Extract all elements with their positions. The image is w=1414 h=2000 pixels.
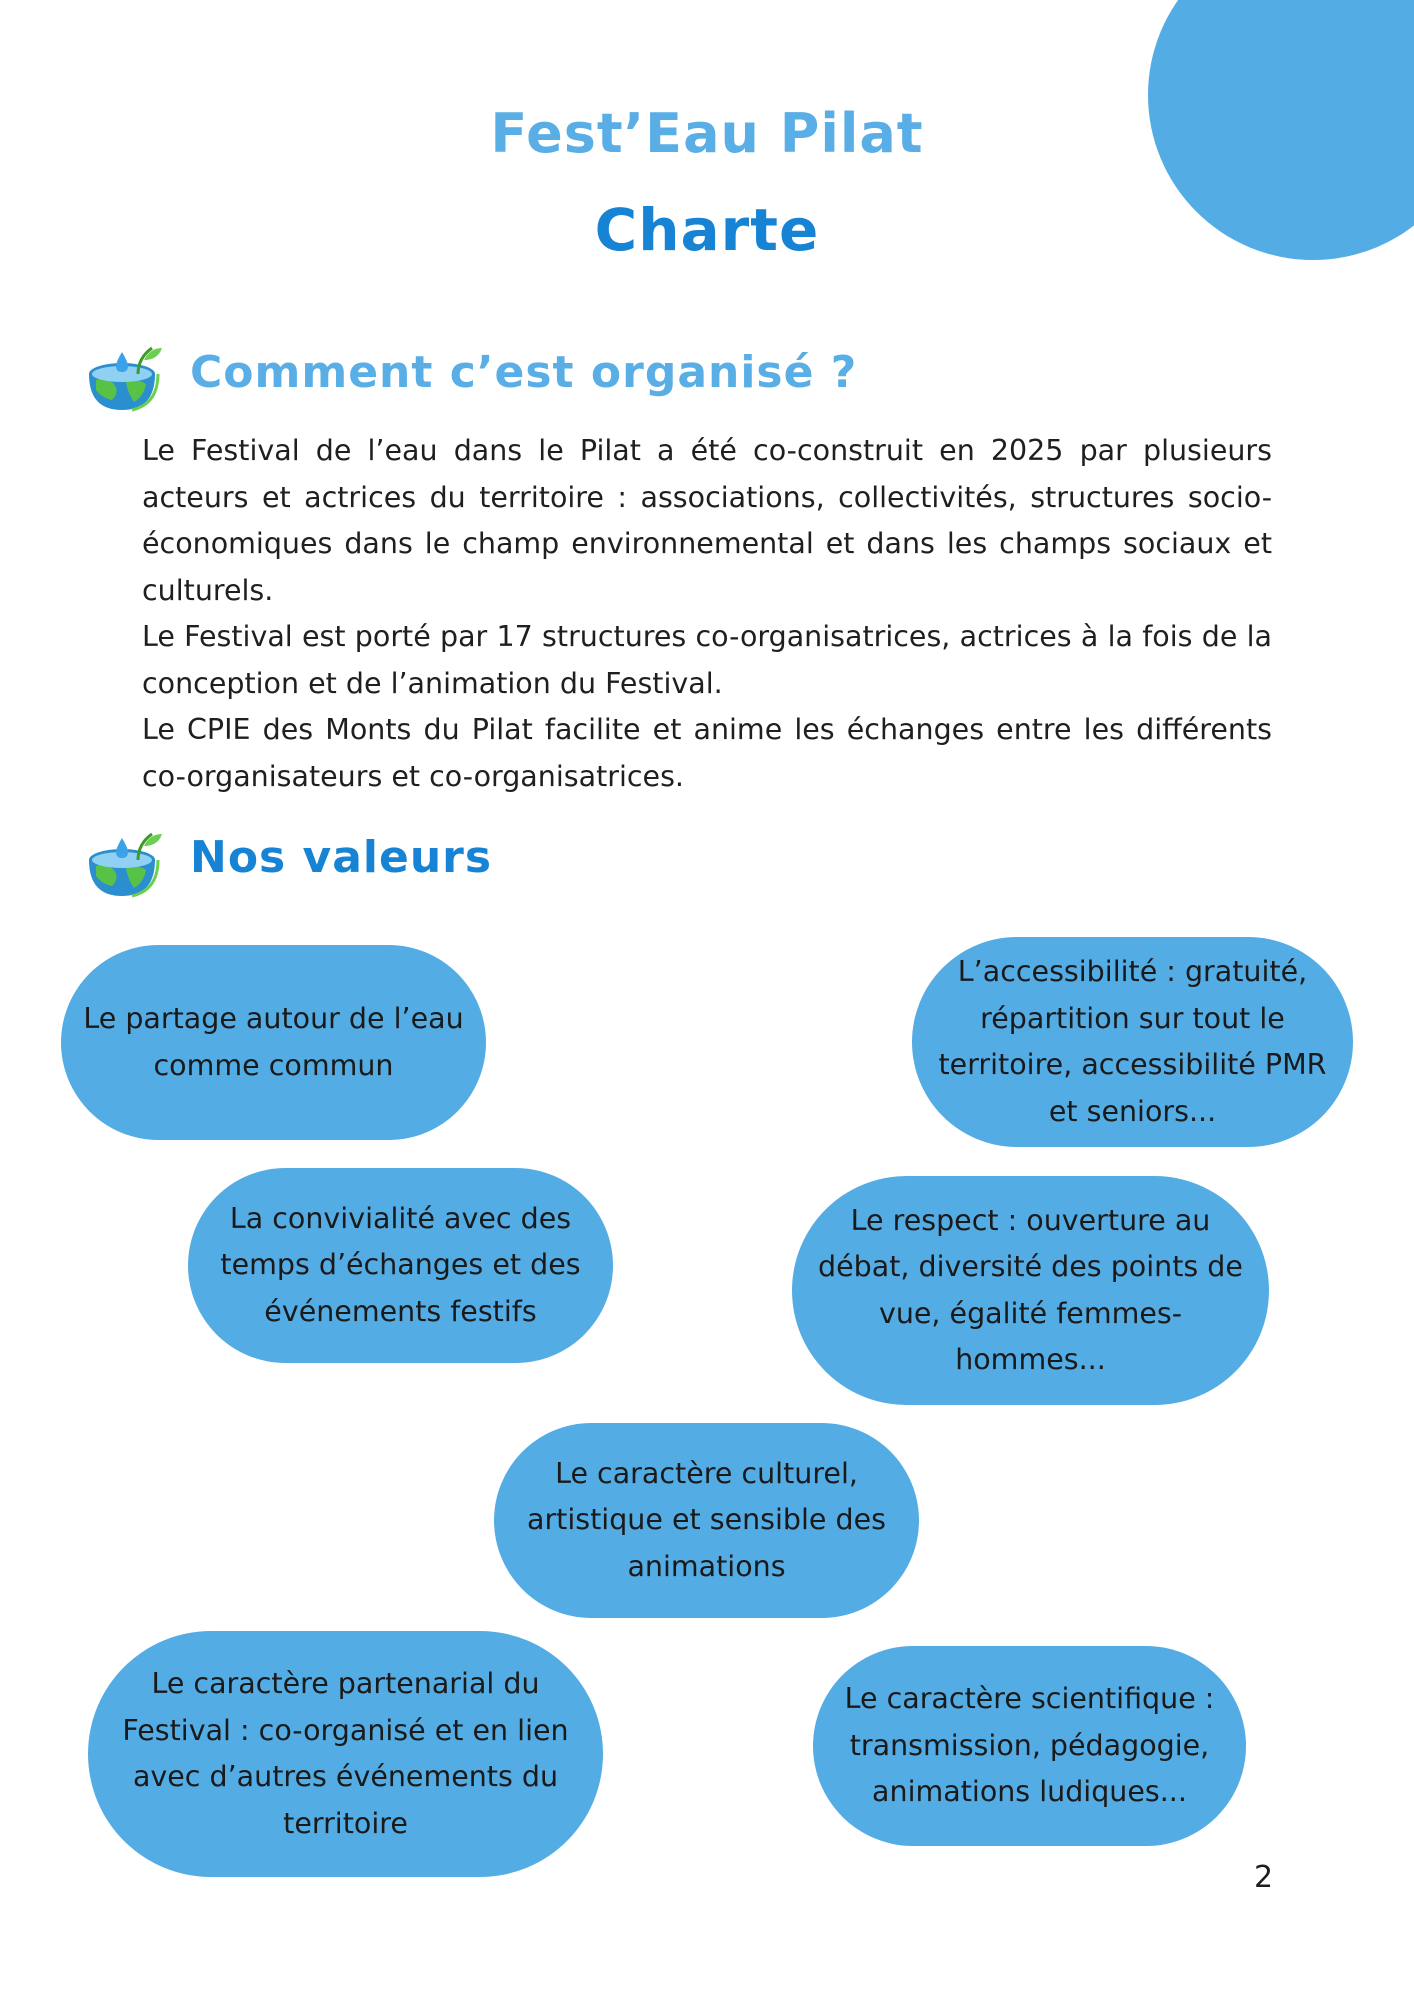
value-pill-respect xyxy=(792,1176,1269,1405)
value-text: La convivialité avec des temps d’échanges et des événements festifs xyxy=(220,1201,581,1328)
value-pill-partenarial xyxy=(88,1631,603,1877)
value-pill-scientifique xyxy=(813,1646,1246,1846)
value-text: L’accessibilité : gratuité, répartition sur tout le territoire, accessibilité PMR et seniors... xyxy=(938,955,1327,1128)
page-number: 2 xyxy=(1254,1860,1274,1895)
page-title: Fest’Eau Pilat xyxy=(490,102,924,165)
globe-water-sprout-icon xyxy=(86,334,166,414)
value-pill-culturel xyxy=(494,1423,919,1618)
paragraph: Le Festival est porté par 17 structures co-organisatrices, actrices à la fois de la conception et de l’animation du Festival. xyxy=(142,620,1272,700)
paragraph: Le CPIE des Monts du Pilat facilite et anime les échanges entre les différents co-organisateurs et co-organisatrices. xyxy=(142,713,1272,793)
organisation-text xyxy=(142,428,1272,800)
section-heading-values: Nos valeurs xyxy=(190,832,493,883)
section-heading-organisation: Comment c’est organisé ? xyxy=(190,347,858,398)
value-text: Le caractère partenarial du Festival : co-organisé et en lien avec d’autres événements du territoire xyxy=(122,1667,569,1840)
value-text: Le caractère culturel, artistique et sensible des animations xyxy=(526,1456,887,1583)
value-pill-accessibilite xyxy=(912,937,1353,1147)
globe-water-sprout-icon xyxy=(86,820,166,900)
value-text: Le partage autour de l’eau comme commun xyxy=(83,1002,464,1082)
page-subtitle: Charte xyxy=(594,196,820,264)
value-pill-partage xyxy=(61,945,486,1140)
paragraph: Le Festival de l’eau dans le Pilat a été co-construit en 2025 par plusieurs acteurs et actrices du territoire : associations, collectivités, structures socio-économiques dans le champ environnemental et dans les champs sociaux et culturels. xyxy=(142,434,1272,607)
value-pill-convivialite xyxy=(188,1168,613,1363)
value-text: Le respect : ouverture au débat, diversité des points de vue, égalité femmes- hommes... xyxy=(818,1203,1243,1376)
value-text: Le caractère scientifique : transmission, pédagogie, animations ludiques... xyxy=(844,1682,1215,1809)
